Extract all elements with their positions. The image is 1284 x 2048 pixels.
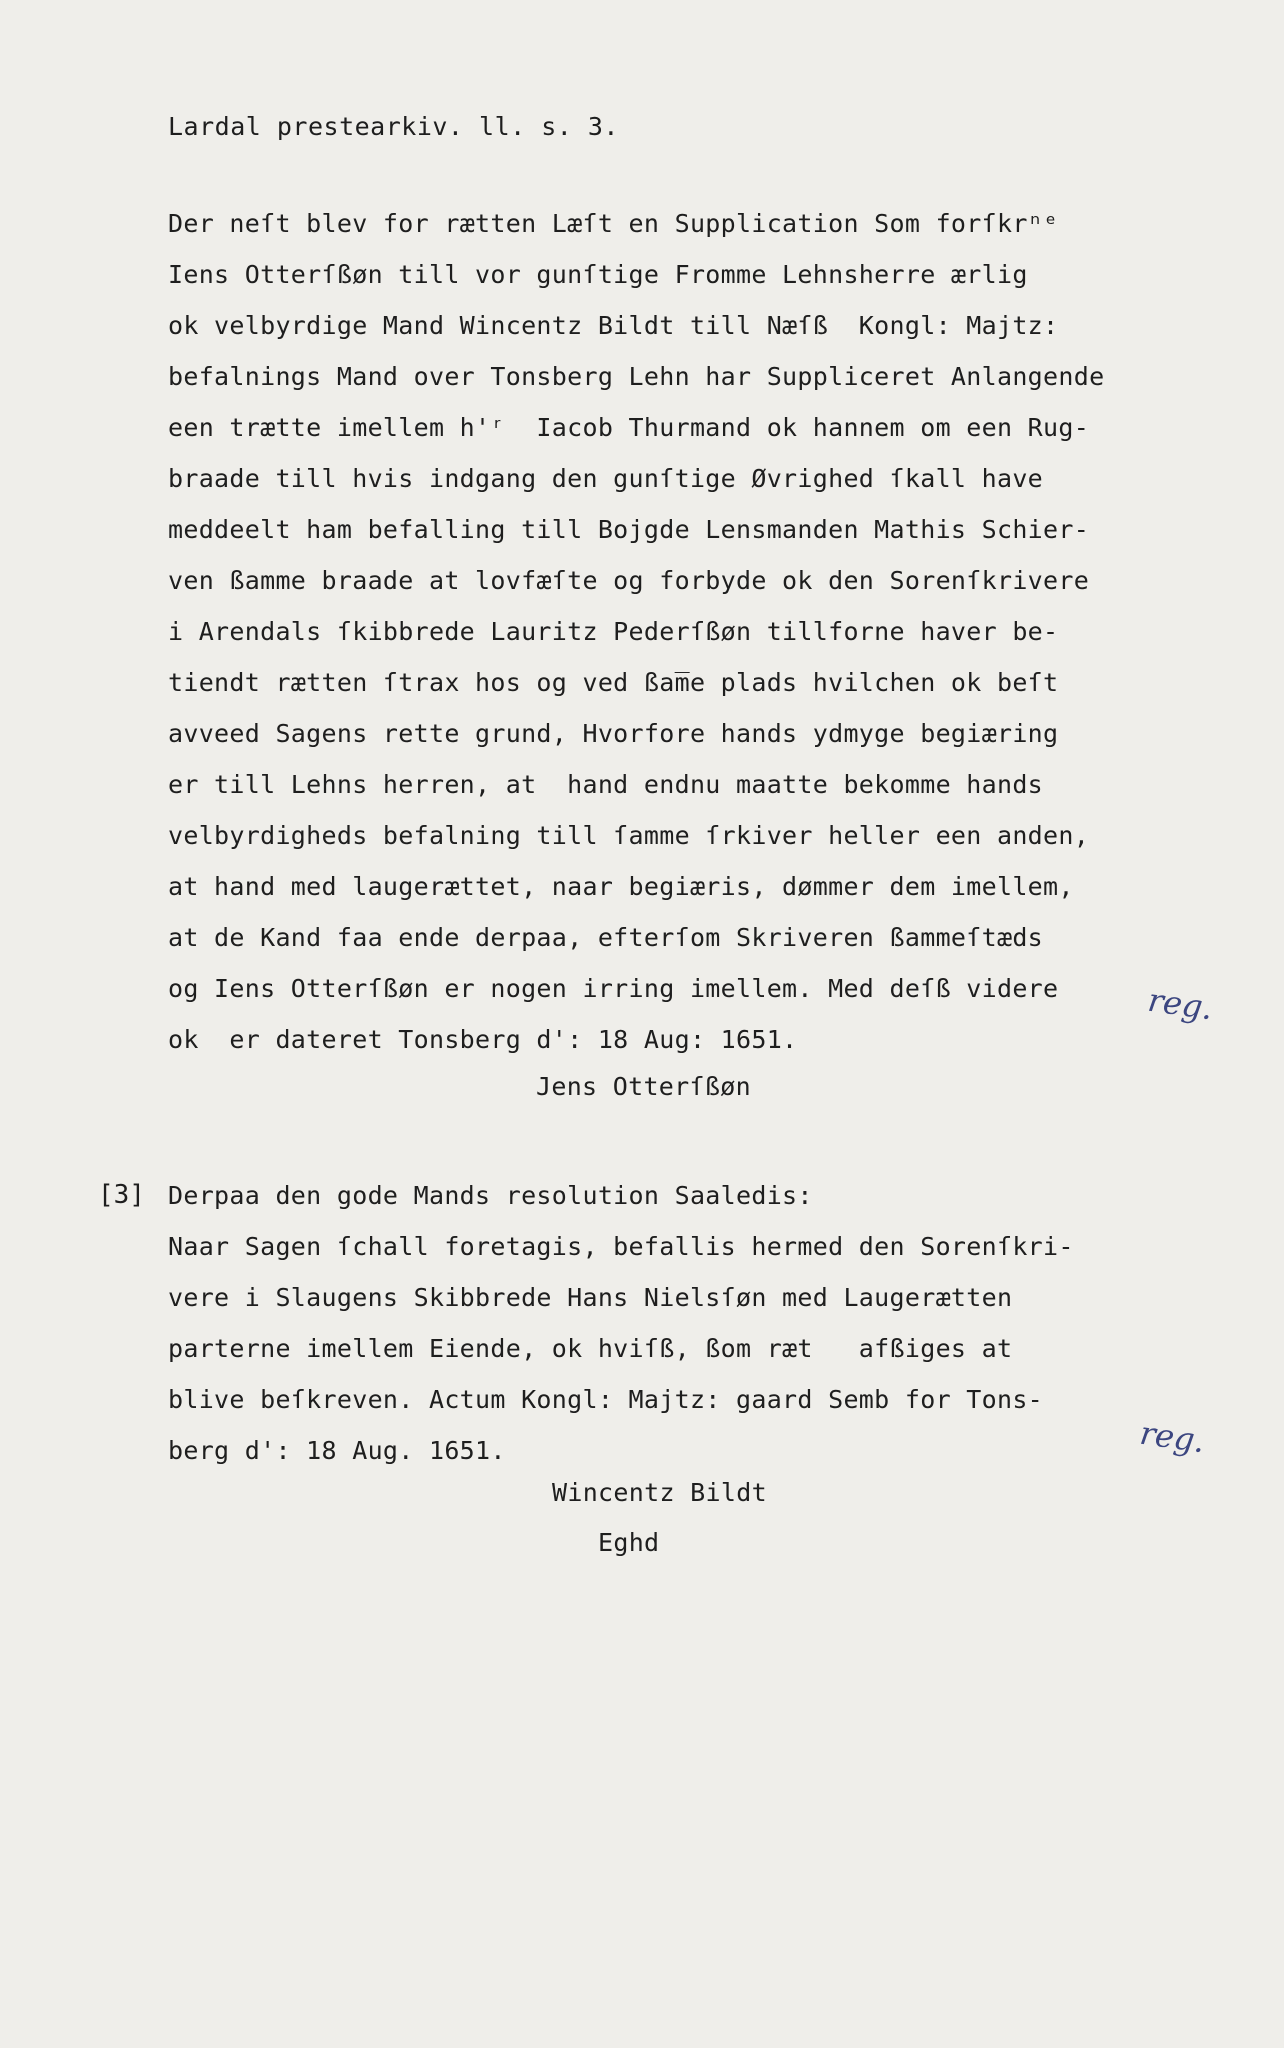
text-line: velbyrdigheds befalning till ſamme ſrkiver heller een anden, (168, 821, 1090, 850)
marginal-note-reg: reg. (1137, 1413, 1208, 1461)
text-line: blive beſkreven. Actum Kongl: Majtz: gaard Semb for Tons- (168, 1385, 1044, 1414)
text-line: er till Lehns herren, at hand endnu maatte bekomme hands (168, 770, 1044, 799)
signature-wincentz: Wincentz Bildt (552, 1478, 767, 1507)
marginal-note-reg: reg. (1145, 980, 1216, 1028)
text-line: avveed Sagens rette grund, Hvorfore hands ydmyge begiæring (168, 719, 1059, 748)
archive-reference: Lardal prestearkiv. ll. s. 3. (168, 112, 619, 141)
text-line: braade till hvis indgang den gunſtige Øvrighed ſkall have (168, 464, 1044, 493)
signature-eghd: Eghd (598, 1528, 660, 1557)
text-line: ok er dateret Tonsberg d': 18 Aug: 1651. (168, 1025, 798, 1054)
text-line: berg d': 18 Aug. 1651. (168, 1436, 506, 1465)
supplication-paragraph (168, 198, 1104, 1065)
text-line: at hand med laugerættet, naar begiæris, dømmer dem imellem, (168, 872, 1074, 901)
text-line: ven ßamme braade at lovfæſte og forbyde ok den Sorenſkrivere (168, 566, 1090, 595)
text-line: meddeelt ham befalling till Bojgde Lensmanden Mathis Schier- (168, 515, 1090, 544)
text-line: og Iens Otterſßøn er nogen irring imellem. Med deſß videre (168, 974, 1059, 1003)
text-line: een trætte imellem h'ʳ Iacob Thurmand ok hannem om een Rug- (168, 413, 1090, 442)
resolution-paragraph (168, 1170, 1074, 1476)
text-line: at de Kand faa ende derpaa, efterſom Skriveren ßammeſtæds (168, 923, 1044, 952)
text-line: tiendt rætten ſtrax hos og ved ßam̅e plads hvilchen ok beſt (168, 668, 1059, 697)
text-line: i Arendals ſkibbrede Lauritz Pederſßøn tillforne haver be- (168, 617, 1059, 646)
text-line: ok velbyrdige Mand Wincentz Bildt till Næſß Kongl: Majtz: (168, 311, 1059, 340)
text-line: Der neſt blev for rætten Læſt en Supplication Som forſkrⁿᵉ (168, 209, 1059, 238)
signature-jens: Jens Otterſßøn (536, 1072, 751, 1101)
text-line: parterne imellem Eiende, ok hviſß, ßom ræt afßiges at (168, 1334, 1013, 1363)
entry-number: [3] (98, 1180, 145, 1210)
text-line: Derpaa den gode Mands resolution Saaledis: (168, 1181, 813, 1210)
text-line: befalnings Mand over Tonsberg Lehn har Suppliceret Anlangende (168, 362, 1105, 391)
text-line: Iens Otterſßøn till vor gunſtige Fromme Lehnsherre ærlig (168, 260, 1028, 289)
text-line: vere i Slaugens Skibbrede Hans Nielsſøn med Laugerætten (168, 1283, 1013, 1312)
text-line: Naar Sagen ſchall foretagis, befallis hermed den Sorenſkri- (168, 1232, 1074, 1261)
